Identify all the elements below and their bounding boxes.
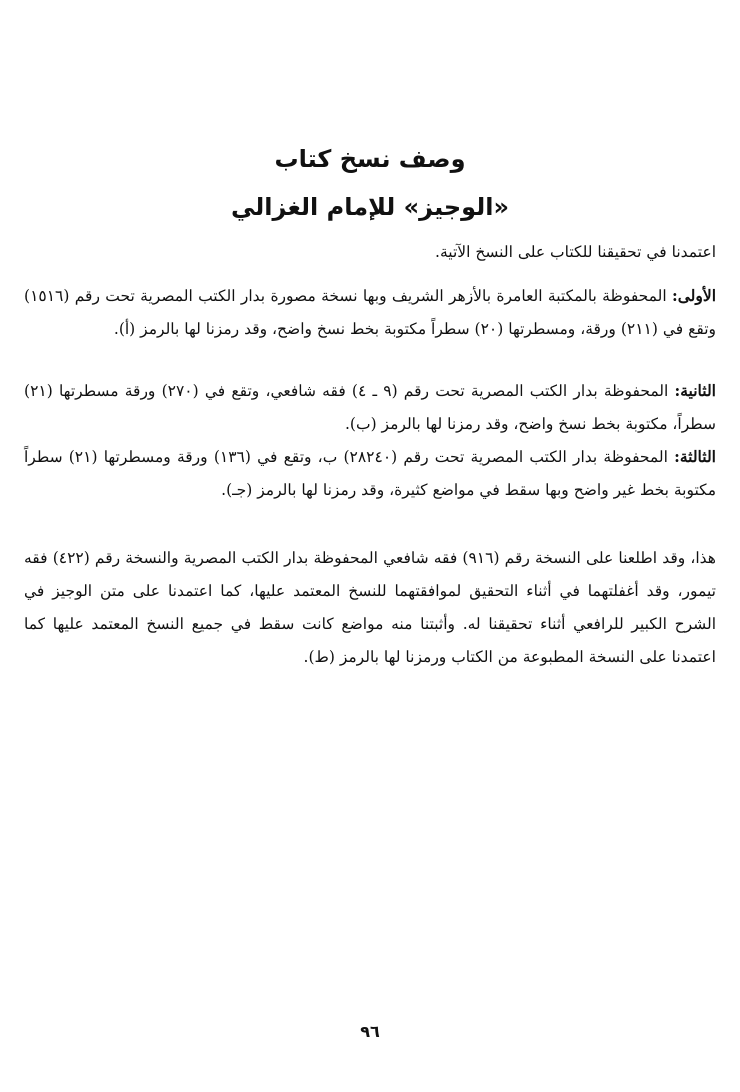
paragraph-text: المحفوظة بالمكتبة العامرة بالأزهر الشريف وبها نسخة مصورة بدار الكتب المصرية تحت رقم (١٥١٦) وتقع في (٢١١) ورقة، ومسطرتها (٢٠) سطراً مكتوبة بخط نسخ واضح، وقد رمزنا لها بالرمز (أ). <box>24 287 716 338</box>
paragraph-label: الأولى: <box>672 286 716 305</box>
intro-paragraph: اعتمدنا في تحقيقنا للكتاب على النسخ الآتية. <box>435 243 716 261</box>
page-title: وصف نسخ كتاب <box>274 145 466 173</box>
page-subtitle: «الوجيز» للإمام الغزالي <box>231 193 509 221</box>
manuscript-third-paragraph <box>24 440 716 507</box>
paragraph-text: هذا، وقد اطلعنا على النسخة رقم (٩١٦) فقه شافعي المحفوظة بدار الكتب المصرية والنسخة رقم (٤٢٢) فقه تيمور، وقد أغفلتهما في أثناء التحقيق لموافقتهما للنسخ المعتمد عليها، كما اعتمدنا على متن الوجيز في الشرح الكبير للرافعي أثناء تحقيقنا له. وأثبتنا منه مواضع كانت سقط في جميع النسخ المعتمد عليها كما اعتمدنا على النسخة المطبوعة من الكتاب ورمزنا لها بالرمز (ط). <box>24 549 716 666</box>
paragraph-label: الثالثة: <box>674 447 716 466</box>
manuscript-first-paragraph <box>24 279 716 346</box>
page-number: ٩٦ <box>360 1022 380 1041</box>
closing-paragraph <box>24 542 716 674</box>
paragraph-text: المحفوظة بدار الكتب المصرية تحت رقم (٩ ـ ٤) فقه شافعي، وتقع في (٢٧٠) ورقة مسطرتها (٢١) سطراً، مكتوبة بخط نسخ واضح، وقد رمزنا لها بالرمز (ب). <box>24 382 716 433</box>
paragraph-label: الثانية: <box>674 381 716 400</box>
paragraph-text: المحفوظة بدار الكتب المصرية تحت رقم (٢٨٢٤٠) ب، وتقع في (١٣٦) ورقة ومسطرتها (٢١) سطراً مكتوبة بخط غير واضح وبها سقط في مواضع كثيرة، وقد رمزنا لها بالرمز (جـ). <box>24 448 716 499</box>
manuscript-second-paragraph <box>24 374 716 441</box>
